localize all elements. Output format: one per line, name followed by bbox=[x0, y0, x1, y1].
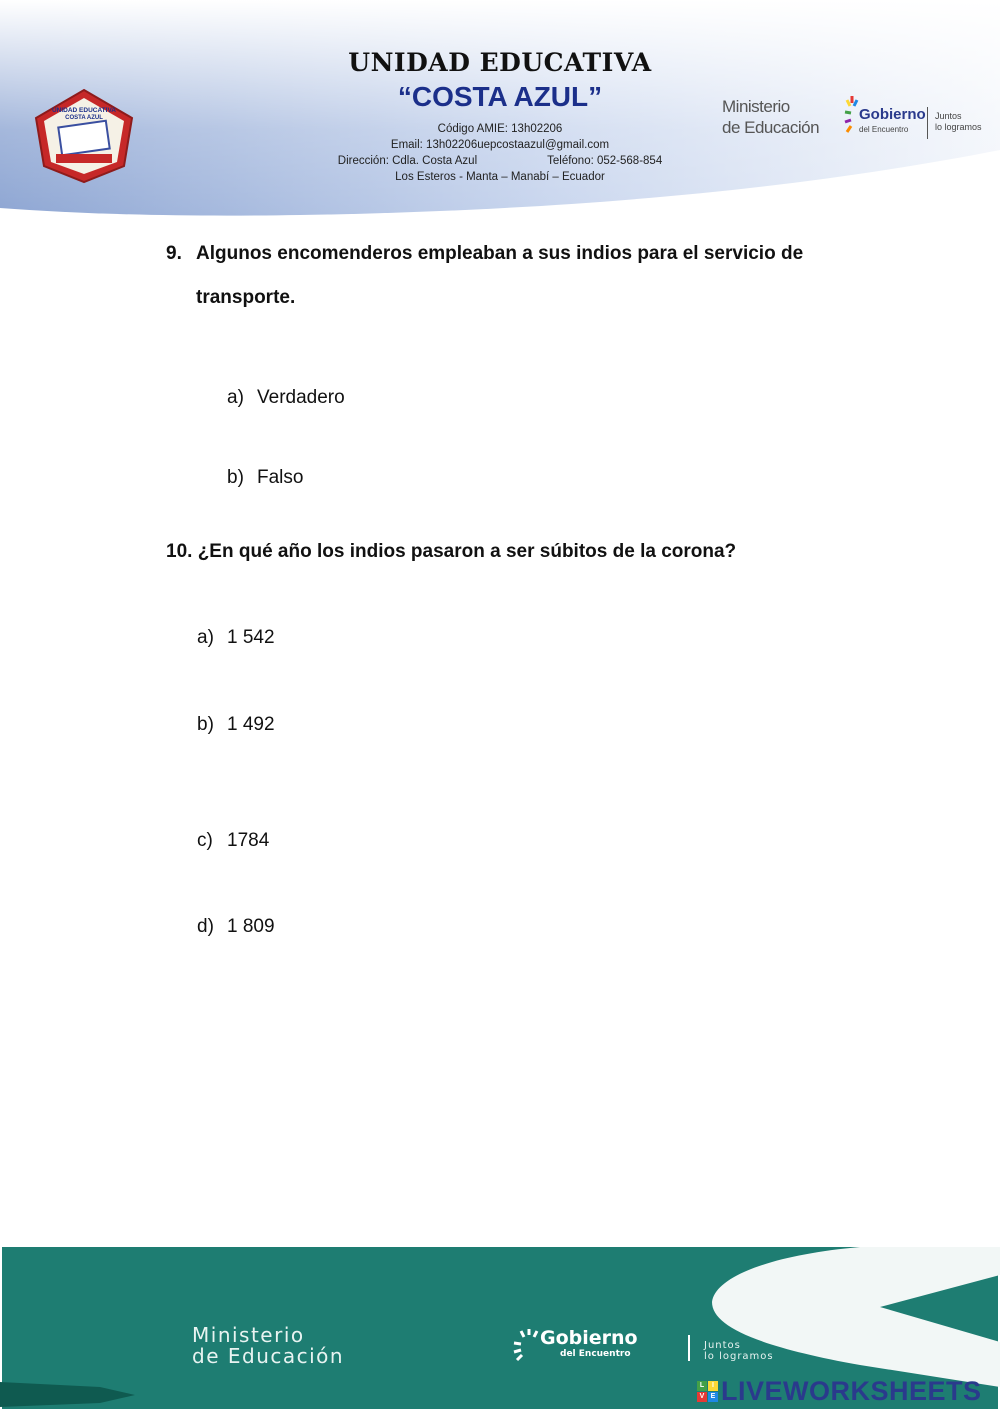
question-text-line: Algunos encomenderos empleaban a sus indios para el servicio de bbox=[196, 243, 804, 264]
school-address: Dirección: Cdla. Costa Azul bbox=[337, 155, 478, 167]
school-info bbox=[300, 48, 700, 185]
school-name: UNIDAD EDUCATIVA bbox=[348, 48, 652, 77]
liveworksheets-brand[interactable] bbox=[697, 1375, 982, 1407]
question-text-line: transporte. bbox=[196, 287, 296, 308]
option-text: Falso bbox=[257, 467, 304, 488]
school-email: Email: 13h02206uepcostaazul@gmail.com bbox=[390, 139, 610, 151]
ministry-logos bbox=[722, 92, 984, 152]
school-location: Los Esteros - Manta – Manabí – Ecuador bbox=[395, 171, 605, 183]
svg-text:UNIDAD EDUCATIVA: UNIDAD EDUCATIVA bbox=[51, 107, 117, 114]
footer-divider bbox=[688, 1335, 690, 1361]
footer-ministry-name: Ministerio de Educación bbox=[192, 1323, 345, 1368]
amie-code: Código AMIE: 13h02206 bbox=[437, 123, 563, 135]
question-number: 10. bbox=[166, 541, 193, 562]
gobierno-sun-icon bbox=[844, 94, 860, 140]
option-label: d) bbox=[197, 916, 214, 937]
gobierno-sub: del Encuentro bbox=[859, 125, 909, 134]
school-title: “COSTA AZUL” bbox=[397, 81, 603, 112]
option-label: a) bbox=[197, 627, 214, 648]
liveworksheets-text: LIVEWORKSHEETS bbox=[721, 1375, 982, 1406]
page-header bbox=[0, 0, 1000, 225]
gobierno-name: Gobierno bbox=[859, 106, 926, 123]
option-label: b) bbox=[197, 714, 214, 735]
footer-sun-icon bbox=[512, 1327, 542, 1363]
option-text: 1784 bbox=[227, 830, 270, 851]
question-10 bbox=[166, 541, 866, 563]
option-text: 1 492 bbox=[227, 714, 275, 735]
option-10b[interactable] bbox=[197, 714, 275, 736]
option-9a[interactable] bbox=[227, 387, 345, 409]
option-text: 1 542 bbox=[227, 627, 275, 648]
juntos-slogan: Juntos lo logramos bbox=[935, 111, 982, 132]
page-footer bbox=[0, 1247, 1000, 1413]
svg-text:COSTA AZUL: COSTA AZUL bbox=[65, 115, 103, 121]
school-phone: Teléfono: 052-568-854 bbox=[547, 155, 663, 167]
option-9b[interactable] bbox=[227, 467, 303, 489]
school-logo bbox=[32, 88, 136, 184]
ministry-name: Ministerio de Educación bbox=[722, 97, 820, 137]
footer-juntos-slogan: Juntos lo logramos bbox=[704, 1340, 774, 1362]
option-label: c) bbox=[197, 830, 213, 851]
question-text-line: ¿En qué año los indios pasaron a ser súbitos de la corona? bbox=[197, 541, 737, 562]
liveworksheets-icon: L I V E bbox=[697, 1381, 718, 1402]
footer-gobierno-name: Gobierno bbox=[540, 1327, 638, 1349]
question-number: 9. bbox=[166, 243, 182, 264]
option-10c[interactable] bbox=[197, 830, 269, 852]
divider bbox=[927, 107, 928, 139]
option-10d[interactable] bbox=[197, 916, 275, 938]
option-label: b) bbox=[227, 467, 244, 488]
option-10a[interactable] bbox=[197, 627, 275, 649]
footer-gobierno-sub: del Encuentro bbox=[560, 1349, 631, 1359]
option-text: Verdadero bbox=[257, 387, 345, 408]
option-text: 1 809 bbox=[227, 916, 275, 937]
option-label: a) bbox=[227, 387, 244, 408]
